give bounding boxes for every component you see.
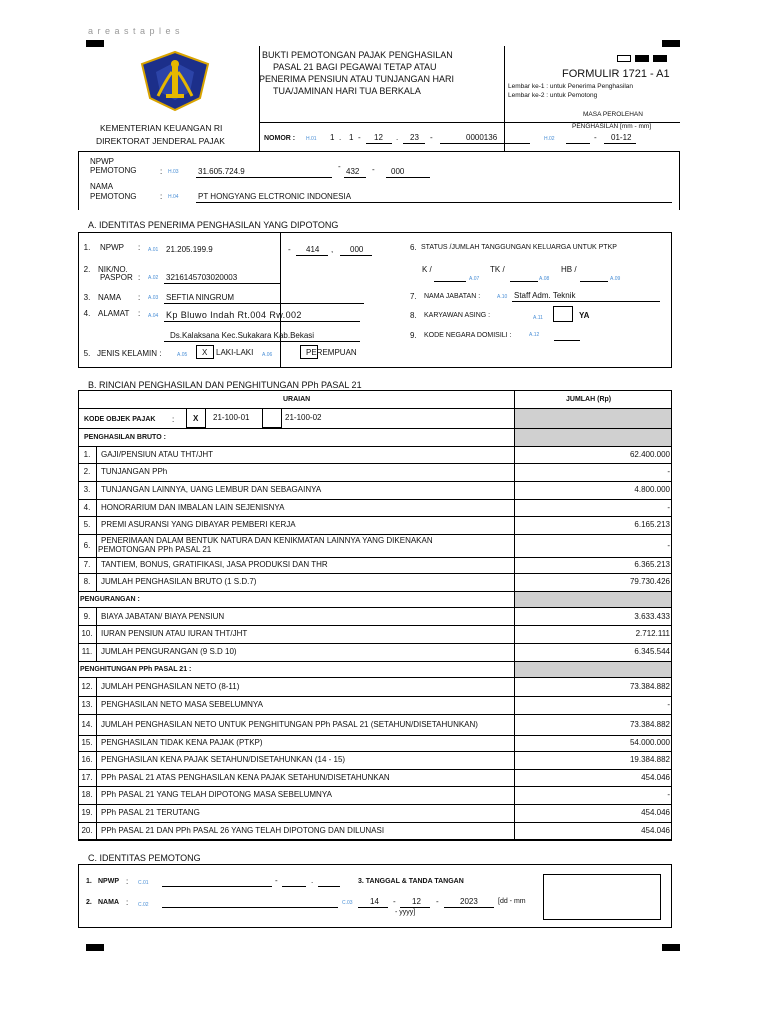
a-jk-laki: LAKI-LAKI: [216, 348, 254, 357]
row-value: -: [667, 790, 670, 799]
header-title-3: PENERIMA PENSIUN ATAU TUNJANGAN HARI: [259, 74, 455, 84]
row-number: 17.: [81, 773, 93, 782]
form-box-2: [635, 55, 649, 62]
a-alamat-2: Ds.Kalaksana Kec.Sukakara Kab.Bekasi: [170, 331, 315, 340]
a-npwp-3: 000: [350, 245, 364, 254]
row-num-divider: [96, 608, 97, 625]
pemotong-nama-code: H.04: [168, 194, 179, 200]
row-value: -: [667, 467, 670, 476]
col-jumlah: JUMLAH (Rp): [566, 396, 612, 403]
c-npwp-code: C.01: [138, 880, 149, 886]
row-number: 15.: [81, 738, 93, 747]
pemotong-npwp-3: 000: [391, 167, 405, 176]
a-nama-code: A.03: [148, 295, 159, 301]
row-label: PENERIMAAN DALAM BENTUK NATURA DAN KENIKMATAN LAINNYA YANG DIKENAKAN: [101, 536, 433, 545]
pemotong-nama: PT HONGYANG ELCTRONIC INDONESIA: [198, 192, 352, 201]
row-line: [78, 573, 672, 574]
a-hb-code: A.09: [610, 276, 621, 282]
header-title-2: PASAL 21 BAGI PEGAWAI TETAP ATAU: [273, 62, 437, 72]
c-yyyy: 2023: [460, 897, 478, 906]
kode-2: 21-100-02: [285, 413, 322, 422]
row-label: JUMLAH PENGHASILAN NETO (8-11): [101, 682, 240, 691]
col-uraian: URAIAN: [283, 396, 311, 403]
row-value: 3.633.433: [634, 612, 670, 621]
row-line: [78, 625, 672, 626]
row-num-divider: [96, 516, 97, 534]
pemotong-npwp-label-1: NPWP: [90, 157, 114, 166]
row-label: TUNJANGAN LAINNYA, UANG LEMBUR DAN SEBAGAINYA: [101, 485, 322, 494]
row-value: 73.384.882: [629, 682, 670, 691]
masa-label-1: MASA PEROLEHAN: [583, 111, 643, 118]
bruto-title: PENGHASILAN BRUTO :: [84, 434, 166, 441]
a-nik-code: A.02: [148, 275, 159, 281]
row-num-divider: [96, 573, 97, 591]
row-value: 4.800.000: [634, 485, 670, 494]
section-a-title: A. IDENTITAS PENERIMA PENGHASILAN YANG DIPOTONG: [88, 220, 339, 230]
a-jabatan: Staff Adm. Teknik: [514, 291, 576, 300]
a-k-label: K /: [422, 265, 432, 274]
row-value: 19.384.882: [629, 755, 670, 764]
nomor-code: H.01: [306, 136, 317, 142]
row-label: TANTIEM, BONUS, GRATIFIKASI, JASA PRODUKSI DAN THR: [101, 560, 328, 569]
a-alamat-label: ALAMAT: [98, 309, 130, 318]
staples-label: a r e a s t a p l e s: [88, 26, 181, 36]
row-line: [78, 735, 672, 736]
a-alamat-1: Kp Bluwo Indah Rt.004 Rw.002: [166, 310, 302, 320]
nomor-4: 23: [410, 133, 419, 142]
row-num-divider: [96, 769, 97, 786]
a-npwp-2: 414: [306, 245, 320, 254]
row-label: GAJI/PENSIUN ATAU THT/JHT: [101, 450, 214, 459]
a-num-7: 7.: [410, 292, 417, 301]
row-num-divider: [96, 804, 97, 822]
form-name: FORMULIR 1721 - A1: [562, 68, 670, 80]
row-number: 20.: [81, 826, 93, 835]
a-npwp-code: A.01: [148, 247, 159, 253]
row-label: PREMI ASURANSI YANG DIBAYAR PEMBERI KERJA: [101, 520, 296, 529]
row-line: [78, 696, 672, 697]
a-hb-label: HB /: [561, 265, 577, 274]
nomor-3: 12: [374, 133, 383, 142]
row-value: -: [667, 541, 670, 550]
a-num-8: 8.: [410, 311, 417, 320]
row-value: 79.730.426: [629, 577, 670, 586]
row-value: 54.000.000: [629, 738, 670, 747]
a-tk-label: TK /: [490, 265, 505, 274]
a-npwp-label: NPWP: [100, 243, 124, 252]
row-number: 9.: [83, 612, 91, 621]
row-line: [78, 446, 672, 447]
row-label: PENGHASILAN TIDAK KENA PAJAK (PTKP): [101, 738, 263, 747]
a-negara-code: A.12: [529, 332, 540, 338]
row-num-divider: [96, 625, 97, 643]
row-value: 73.384.882: [629, 720, 670, 729]
row-label: BIAYA JABATAN/ BIAYA PENSIUN: [101, 612, 225, 621]
pemotong-npwp-label-2: PEMOTONG: [90, 166, 137, 175]
row-number: 1.: [83, 450, 91, 459]
row-label: PPh PASAL 21 DAN PPh PASAL 26 YANG TELAH DIPOTONG DAN DILUNASI: [101, 826, 385, 835]
a-nik: 3216145703020003: [166, 273, 238, 282]
a-npwp-1: 21.205.199.9: [166, 245, 213, 254]
row-line: [78, 516, 672, 517]
row-number: 5.: [83, 520, 91, 529]
row-value: 454.046: [641, 826, 670, 835]
a-jk-perempuan: PEREMPUAN: [306, 348, 357, 357]
c-nama-label: NAMA: [98, 899, 119, 906]
row-number: 4.: [83, 503, 91, 512]
corner-mark-br: [662, 944, 680, 951]
signature-box[interactable]: [543, 874, 661, 920]
row-label: IURAN PENSIUN ATAU IURAN THT/JHT: [101, 629, 248, 638]
row-number: 19.: [81, 808, 93, 817]
row-line: [78, 804, 672, 805]
a-jk-label: JENIS KELAMIN :: [97, 349, 162, 358]
row-line: [78, 463, 672, 464]
kode-box-2[interactable]: [262, 408, 282, 428]
row-line: [78, 822, 672, 823]
row-label: HONORARIUM DAN IMBALAN LAIN SEJENISNYA: [101, 503, 285, 512]
masa-value: 01-12: [611, 133, 632, 142]
a-alamat-code: A.04: [148, 313, 159, 319]
c-nama-colon: :: [126, 898, 129, 907]
row-line: [78, 840, 672, 841]
a-k-code: A.07: [469, 276, 480, 282]
a-jk-code-2: A.06: [262, 352, 273, 358]
row-line: [78, 591, 672, 592]
row-number: 12.: [81, 682, 93, 691]
a-jk-mark: X: [202, 348, 208, 357]
row-number: 14.: [81, 720, 93, 729]
ministry-1: KEMENTERIAN KEUANGAN RI: [100, 123, 223, 133]
row-label: JUMLAH PENGHASILAN NETO UNTUK PENGHITUNGAN PPh PASAL 21 (SETAHUN/DISETAHUNKAN): [101, 720, 478, 729]
pemotong-nama-label-1: NAMA: [90, 182, 114, 191]
c-format-1: [dd - mm: [498, 898, 526, 905]
row-label: JUMLAH PENGURANGAN (9 S.D 10): [101, 647, 237, 656]
a-status-label: STATUS /JUMLAH TANGGUNGAN KELUARGA UNTUK PTKP: [421, 244, 617, 251]
lembar-1: Lembar ke-1 : untuk Penerima Penghasilan: [508, 83, 634, 90]
row-label: PENGHASILAN NETO MASA SEBELUMNYA: [101, 700, 263, 709]
c-npwp-no: 1.: [86, 878, 92, 885]
c-mm: 12: [412, 897, 421, 906]
nomor-5: 0000136: [466, 133, 498, 142]
row-line: [78, 714, 672, 715]
nomor-1: 1: [330, 133, 335, 142]
row-num-divider: [96, 786, 97, 804]
row-value: 454.046: [641, 773, 670, 782]
row-number: 7.: [83, 560, 91, 569]
kode-label: KODE OBJEK PAJAK: [84, 416, 156, 423]
c-dd: 14: [370, 897, 379, 906]
row-num-divider: [96, 643, 97, 661]
a-tk-code: A.08: [539, 276, 550, 282]
row-num-divider: [96, 696, 97, 714]
row-num-divider: [96, 751, 97, 769]
kode-colon: :: [172, 415, 175, 424]
row-value: -: [667, 503, 670, 512]
row-num-divider: [96, 735, 97, 751]
row-value: 62.400.000: [629, 450, 670, 459]
row-num-divider: [96, 714, 97, 735]
row-label: PPh PASAL 21 TERUTANG: [101, 808, 200, 817]
row-value: 6.165.213: [634, 520, 670, 529]
a-num-1: 1.: [83, 243, 91, 252]
row-line: [78, 534, 672, 535]
row-value: -: [667, 700, 670, 709]
c-nama-code: C.02: [138, 902, 149, 908]
penghitungan-title: PENGHITUNGAN PPh PASAL 21 :: [80, 666, 192, 673]
a-num-4: 4.: [83, 309, 91, 318]
pengurangan-title: PENGURANGAN :: [80, 596, 140, 603]
nomor-2: 1: [349, 133, 354, 142]
row-value: 454.046: [641, 808, 670, 817]
row-line: [78, 481, 672, 482]
pemotong-npwp-code: H.03: [168, 169, 179, 175]
nomor-label: NOMOR :: [264, 135, 296, 142]
pemotong-npwp-1: 31.605.724.9: [198, 167, 245, 176]
kode-1: 21-100-01: [213, 413, 250, 422]
row-line: [78, 751, 672, 752]
row-line: [78, 557, 672, 558]
corner-mark-bl: [86, 944, 104, 951]
a-jabatan-code: A.10: [497, 294, 508, 300]
a-num-2: 2.: [83, 265, 91, 274]
a-num-5: 5.: [83, 349, 91, 358]
ministry-2: DIREKTORAT JENDERAL PAJAK: [96, 136, 225, 146]
c-tanggal-label: 3. TANGGAL & TANDA TANGAN: [358, 878, 464, 885]
row-num-divider: [96, 499, 97, 516]
c-tanggal-code: C.03: [342, 900, 353, 906]
row-line: [78, 499, 672, 500]
row-num-divider: [96, 446, 97, 463]
a-jk-code-1: A.05: [177, 352, 188, 358]
row-num-divider: [96, 534, 97, 557]
section-c-title: C. IDENTITAS PEMOTONG: [88, 853, 201, 863]
row-num-divider: [96, 822, 97, 840]
row-num-divider: [96, 557, 97, 573]
row-label: PPh PASAL 21 ATAS PENGHASILAN KENA PAJAK SETAHUN/DISETAHUNKAN: [101, 773, 390, 782]
row-label: TUNJANGAN PPh: [101, 467, 168, 476]
a-nik-label-2: PASPOR: [100, 273, 133, 282]
row-number: 11.: [81, 647, 93, 656]
a-nama-label: NAMA: [98, 293, 122, 302]
row-label-2: PEMOTONGAN PPh PASAL 21: [98, 545, 212, 554]
c-npwp-label: NPWP: [98, 878, 119, 885]
form-box-3: [653, 55, 667, 62]
a-jabatan-label: NAMA JABATAN :: [424, 293, 481, 300]
masa-label-2: PENGHASILAN [mm - mm]: [572, 123, 652, 130]
row-value: 6.345.544: [634, 647, 670, 656]
row-value: 6.365.213: [634, 560, 670, 569]
row-line: [78, 769, 672, 770]
a-nik-label-1: NIK/NO.: [98, 265, 128, 274]
row-line: [78, 786, 672, 787]
row-line: [78, 607, 672, 608]
kode-mark: X: [193, 414, 199, 423]
c-format-2: - yyyy]: [395, 909, 416, 916]
row-label: JUMLAH PENGHASILAN BRUTO (1 S.D.7): [101, 577, 257, 586]
c-npwp-colon: :: [126, 877, 129, 886]
pemotong-nama-label-2: PEMOTONG: [90, 192, 137, 201]
pemotong-npwp-2: 432: [346, 167, 360, 176]
header-title-1: BUKTI PEMOTONGAN PAJAK PENGHASILAN: [262, 50, 453, 60]
kemenkeu-logo: [136, 50, 214, 112]
row-value: 2.712.111: [635, 629, 670, 638]
row-number: 13.: [81, 700, 93, 709]
a-asing-ya: YA: [579, 311, 590, 320]
row-number: 10.: [81, 629, 93, 638]
row-number: 16.: [81, 755, 93, 764]
row-label: PPh PASAL 21 YANG TELAH DIPOTONG MASA SEBELUMNYA: [101, 790, 332, 799]
row-number: 6.: [83, 541, 91, 550]
a-num-3: 3.: [83, 293, 91, 302]
row-num-divider: [96, 463, 97, 481]
a-asing-code: A.11: [533, 315, 543, 321]
row-number: 18.: [81, 790, 93, 799]
masa-code: H.02: [544, 136, 555, 142]
row-number: 2.: [83, 467, 91, 476]
row-num-divider: [96, 481, 97, 499]
form-box-1: [617, 55, 631, 62]
row-label: PENGHASILAN KENA PAJAK SETAHUN/DISETAHUNKAN (14 - 15): [101, 755, 346, 764]
lembar-2: Lembar ke-2 : untuk Pemotong: [508, 92, 598, 99]
row-line: [78, 643, 672, 644]
row-line: [78, 677, 672, 678]
c-nama-no: 2.: [86, 899, 92, 906]
a-asing-label: KARYAWAN ASING :: [424, 312, 491, 319]
header-title-4: TUA/JAMINAN HARI TUA BERKALA: [273, 86, 421, 96]
a-num-6: 6.: [410, 243, 417, 252]
row-number: 8.: [83, 577, 91, 586]
row-num-divider: [96, 678, 97, 696]
row-line: [78, 661, 672, 662]
row-number: 3.: [83, 485, 91, 494]
a-asing-box[interactable]: [553, 306, 573, 322]
a-nama: SEFTIA NINGRUM: [166, 293, 235, 302]
a-num-9: 9.: [410, 331, 417, 340]
section-b-title: B. RINCIAN PENGHASILAN DAN PENGHITUNGAN PPh PASAL 21: [88, 380, 362, 390]
a-negara-label: KODE NEGARA DOMISILI :: [424, 332, 512, 339]
